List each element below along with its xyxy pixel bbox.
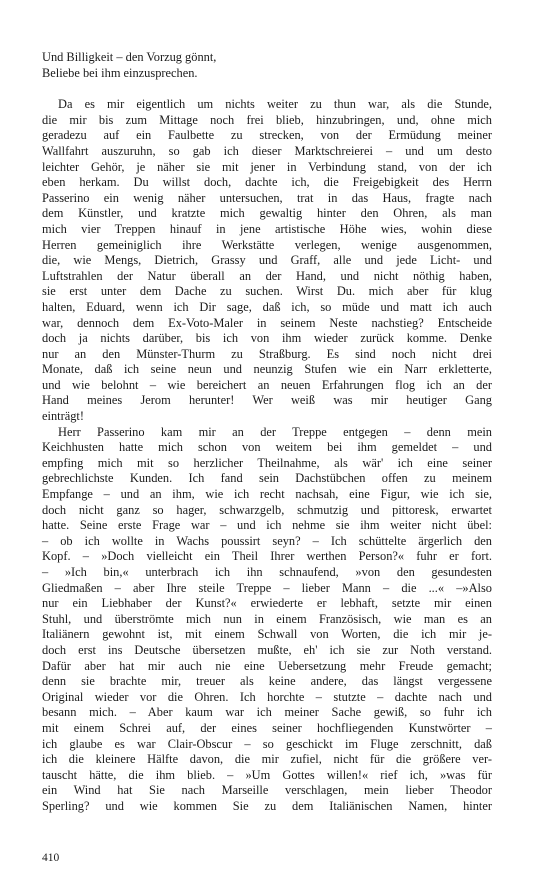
text-line: ich die kleinere Hälfte davon, die mir zufiel, nicht für die größere ver- — [42, 752, 492, 767]
text-line: Empfange – und an ihm, wie ich recht nachsah, eine Figur, wie ich sie, — [42, 487, 492, 502]
text-line: Kopf. – »Doch vielleicht ein Theil Ihrer werthen Person?« fuhr er fort. — [42, 549, 492, 564]
text-line: hatte. Seine erste Frage war – und ich nehme sie ihm weiter nicht übel: — [42, 518, 492, 533]
paragraph-2 — [42, 425, 492, 815]
text-line: halten, Eduard, wenn ich Dir sage, daß ich, so müde und matt ich auch — [42, 299, 492, 314]
text-line: doch nicht ganz so hager, schwarzgelb, schmutzig und pittoresk, erwartet — [42, 502, 492, 517]
text-line: die mir bis zum Mittage noch frei blieb, hinzubringen, und, ohne mich — [42, 112, 492, 127]
text-line: geradezu auf ein Faulbette zu strecken, von der Ermüdung meiner — [42, 128, 492, 143]
text-line: ich glaube es war Clair-Obscur – so geschickt im Fluge zerschnitt, daß — [42, 736, 492, 751]
verse-line: Und Billigkeit – den Vorzug gönnt, — [42, 50, 217, 64]
text-line: war, dennoch dem Ex-Voto-Maler in seinem Neste nachstieg? Entscheide — [42, 315, 492, 330]
text-line: empfing mich mit so herzlicher Theilnahme, als wär' ich eine seiner — [42, 455, 492, 470]
text-line: Wallfahrt auszuruhn, so gab ich dieser Marktschreierei – und um desto — [42, 143, 492, 158]
text-line: mit einem Schrei auf, der eines seiner hochfliegenden Kunstwörter – — [42, 720, 492, 735]
text-line: mich vier Treppen hinauf in jene artistische Höhe wies, wohin diese — [42, 221, 492, 236]
text-line: Italiänern gewohnt ist, mit einem Schwall von Worten, die ich mir je- — [42, 627, 492, 642]
text-line: Stuhl, und überströmte mich nun in einem Französisch, wie man es an — [42, 611, 492, 626]
text-line: ein Wind hat Sie nach Marseille verschlagen, mein lieber Theodor — [42, 783, 492, 798]
text-line: einträgt! — [42, 409, 84, 424]
text-line: Sperling? und wie kommen Sie zu dem Italiänischen Namen, hinter — [42, 798, 492, 813]
text-line: dem Künstler, und kratzte mich gewaltig hinter den Ohren, als man — [42, 206, 492, 221]
text-line: Gliedmaßen – aber Ihre steile Treppe – lieber Mann – die ...« –»Also — [42, 580, 492, 595]
text-line: leichter Gehör, je näher sie mit jener in Verbindung stand, von der ich — [42, 159, 492, 174]
text-line: – ob ich wollte in Wachs poussirt seyn? – Ich schüttelte ärgerlich den — [42, 533, 492, 548]
page-body — [42, 50, 492, 815]
text-line: tauscht hätte, die ihm blieb. – »Um Gottes willen!« rief ich, »was für — [42, 767, 492, 782]
text-line: Original wieder vor die Ohren. Ich horchte – stutzte – dachte nach und — [42, 689, 492, 704]
text-line: gebrechlichste Kunden. Ich fand sein Dachstübchen offen zu meinem — [42, 471, 492, 486]
text-line: besann mich. – Aber kaum war ich meiner Sache gewiß, so fuhr ich — [42, 705, 492, 720]
text-line: sie erst unter dem Dache zu suchen. Wirst Du. mich aber für klug — [42, 284, 492, 299]
paragraph-1 — [42, 97, 492, 424]
text-line: Dafür aber hat mir auch nie eine Uebersetzung mehr Freude gemacht; — [42, 658, 492, 673]
page-number: 410 — [42, 852, 60, 864]
text-line: Luftstrahlen der Natur überall an der Hand, und nicht nöthig haben, — [42, 268, 492, 283]
text-line: Herren gemeiniglich ihre Werkstätte verlegen, wenige ausgenommen, — [42, 237, 492, 252]
text-line: Keichhusten hatte mich schon von weitem bei ihm gemeldet – und — [42, 440, 492, 455]
text-line: – »Ich bin,« unterbrach ich ihn schnaufend, »von den gesundesten — [42, 565, 492, 579]
text-line: nur ein Liebhaber der Kunst?« erwiederte er lebhaft, setzte mir einen — [42, 596, 492, 611]
text-line: und wie belohnt – wie bereichert an neuen Erfahrungen flog ich an der — [42, 377, 492, 392]
text-line: Herr Passerino kam mir an der Treppe entgegen – denn mein — [58, 424, 492, 439]
text-line: Passerino ein wenig näher untersuchen, trat in das Haus, fragte nach — [42, 190, 492, 205]
verse-line: Beliebe bei ihm einzusprechen. — [42, 65, 198, 80]
text-line: doch ja nichts darüber, bis ich von ihm wieder zurück komme. Denke — [42, 331, 492, 346]
text-line: doch erst ins Deutsche übersetzen mußte, eh' ich sie zur Noth verstand. — [42, 642, 492, 657]
verse-block — [42, 50, 492, 81]
text-line: Hand meines Jerom herunter! Wer weiß was mir heutiger Gang — [42, 393, 492, 408]
text-line: Da es mir eigentlich um nichts weiter zu thun war, als die Stunde, — [58, 97, 492, 112]
text-line: Monate, daß ich seine neun und neunzig Stufen wie ein Narr erkletterte, — [42, 362, 492, 377]
text-line: die, wie Mengs, Dietrich, Grassy und Graff, alle und jede Licht- und — [42, 253, 492, 268]
text-line: denn sie brachte mir, treuer als keine andere, das längst vergessene — [42, 674, 492, 689]
text-line: eben herkam. Du willst doch, dachte ich, die Freigebigkeit des Herrn — [42, 175, 492, 190]
text-line: nur an den Münster-Thurm zu Straßburg. Es sind noch nicht drei — [42, 346, 492, 361]
